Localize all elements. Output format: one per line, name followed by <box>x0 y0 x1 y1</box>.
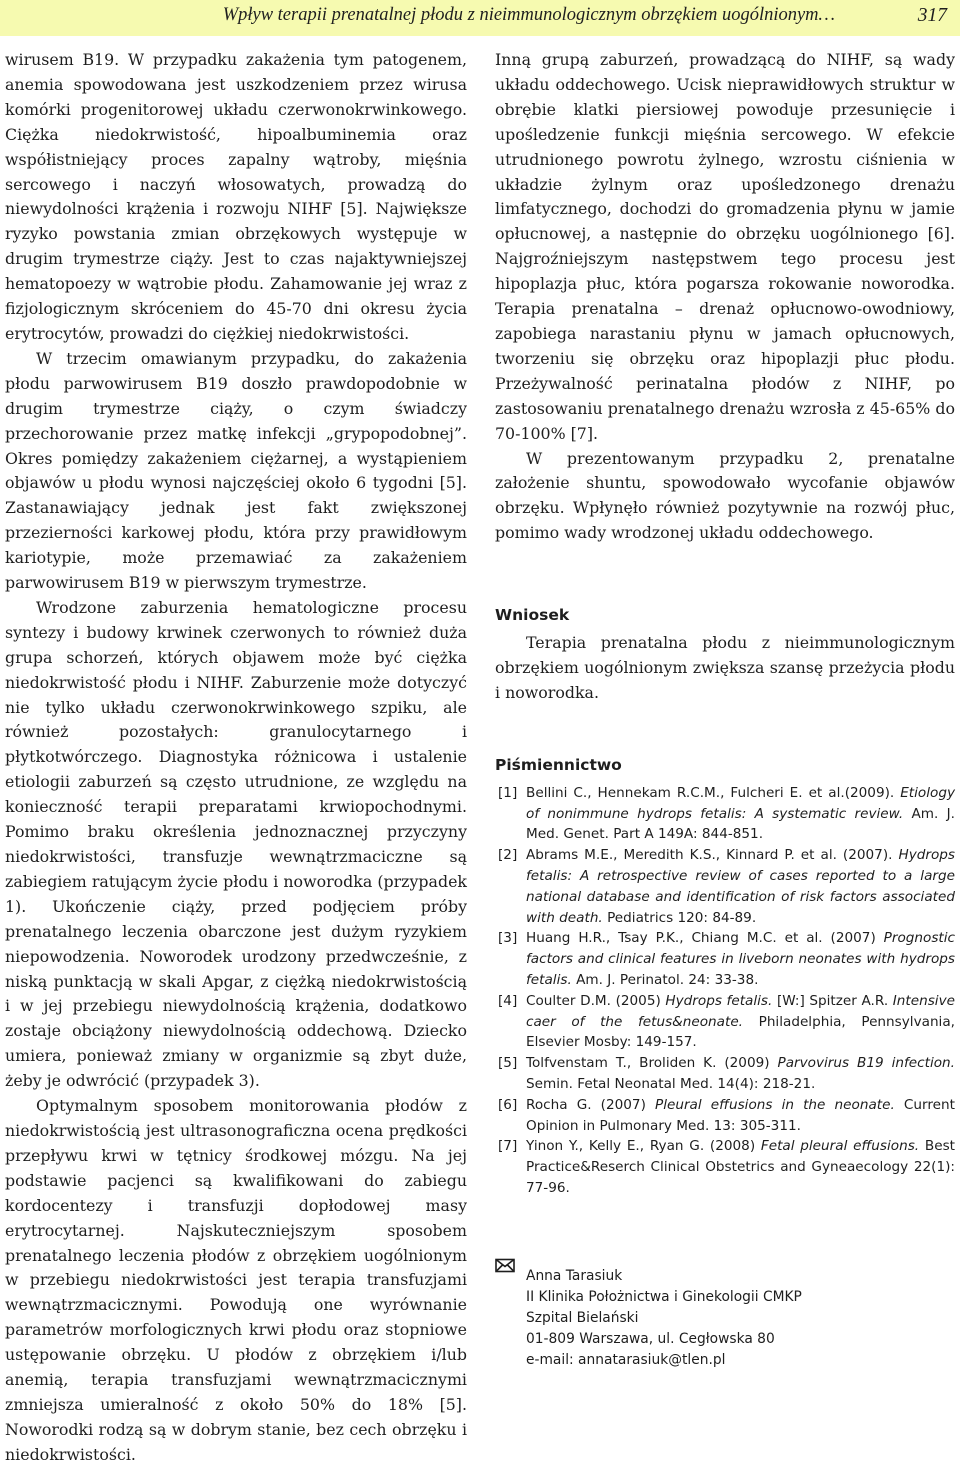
reference-item <box>495 1095 955 1137</box>
reference-text: Huang H.R., Tsay P.K., Chiang M.C. et al. (2007) <box>526 930 884 947</box>
right-column <box>495 48 955 1371</box>
body-paragraph: Optymalnym sposobem monitorowania płodów z niedokrwistością jest ultrasonograficzna ocena prędkości przepływu krwi w tętnicy środkowej mózgu. Na jej podstawie pacjenci są kwalifikowani do zabiegu kordocentezy i transfuzji dopłodowej masy erytrocytarnej. Najskuteczniejszym sposobem prenatalnego leczenia płodów z obrzękiem uogólnionym w przebiegu niedokrwistości jest terapia transfuzjami wewnątrzmacicznymi. Powodują one wyrównanie parametrów morfologicznych krwi płodu oraz stopniowe ustępowanie obrzęku. U płodów z obrzękiem i/lub anemią, terapia transfuzjami wewnątrzmacicznymi zmniejsza umieralność z około 50% do 18% [5]. Noworodki rodzą są w dobrym stanie, bez cech obrzęku i niedokrwistości. <box>5 1096 467 1464</box>
reference-number: [6] <box>498 1096 518 1113</box>
running-header <box>0 0 960 36</box>
reference-item <box>495 845 955 928</box>
conclusion-heading: Wniosek <box>495 606 570 625</box>
body-paragraph: wirusem B19. W przypadku zakażenia tym patogenem, anemia spowodowana jest uszkodzeniem przez wirusa komórki progenitorowej układu czerwonokrwinkowego. Ciężka niedokrwistość, hipoalbuminemia oraz współistniejący proces zapalny wątroby, mięśnia sercowego i naczyń włosowatych, prowadzą do niewydolności krążenia i rozwoju NIHF [5]. Największe ryzyko powstania zmian obrzękowych występuje w drugim trymestrze ciąży. Jest to czas najaktywniejszej hematopoezy w wątrobie płodu. Zahamowanie jej wraz z fizjologicznym skróceniem do 45-70 dni okresu życia erytrocytów, prowadzi do ciężkiej niedokrwistości. <box>5 50 467 343</box>
author-hospital: Szpital Bielański <box>526 1309 639 1326</box>
reference-text: [W:] Spitzer A.R. <box>772 992 893 1009</box>
author-email[interactable]: e-mail: annatarasiuk@tlen.pl <box>526 1351 726 1368</box>
conclusion-text: Terapia prenatalna płodu z nieimmunologicznym obrzękiem uogólnionym zwiększa szansę przeżycia płodu i noworodka. <box>495 633 955 702</box>
reference-source: Philadelphia, Pennsylvania, Elsevier Mosby: 149-157. <box>526 1013 955 1051</box>
reference-source: Semin. Fetal Neonatal Med. 14(4): 218-21. <box>526 1076 816 1092</box>
reference-title: Pleural effusions in the neonate. <box>655 1096 895 1113</box>
reference-text: Yinon Y., Kelly E., Ryan G. (2008) <box>526 1138 761 1155</box>
reference-title: Parvovirus B19 infection. <box>777 1055 955 1072</box>
reference-number: [2] <box>498 847 518 864</box>
references-heading: Piśmiennictwo <box>495 755 622 774</box>
reference-item <box>495 1053 955 1095</box>
left-column <box>5 48 467 1468</box>
page-number: 317 <box>917 5 947 26</box>
reference-number: [3] <box>498 930 518 947</box>
reference-text: Coulter D.M. (2005) <box>526 992 666 1009</box>
reference-source: Am. J. Med. Genet. Part A 149A: 844-851. <box>526 805 955 843</box>
body-paragraph: W prezentowanym przypadku 2, prenatalne założenie shuntu, spowodowało wycofanie objawów obrzęku. Wpłynęło również pozytywnie na rozwój płuc, pomimo wady wrodzonej układu oddechowego. <box>495 448 955 543</box>
reference-text: Abrams M.E., Meredith K.S., Kinnard P. et al. (2007). <box>526 847 899 864</box>
reference-item <box>495 783 955 845</box>
reference-book-title: Intensive caer of the fetus&neonate. <box>526 992 955 1030</box>
reference-text: Tolfvenstam T., Broliden K. (2009) <box>526 1055 778 1072</box>
reference-title: Hydrops fetalis. <box>665 992 773 1009</box>
reference-text: Bellini C., Hennekam R.C.M., Fulcheri E. et al.(2009). <box>526 784 901 801</box>
reference-number: [4] <box>498 992 518 1009</box>
reference-source: Best Practice&Reserch Clinical Obstetrics and Gyneaecology 22(1): 77-96. <box>526 1138 955 1196</box>
reference-item <box>495 1136 955 1198</box>
reference-number: [5] <box>498 1055 518 1072</box>
reference-source: Current Opinion in Pulmonary Med. 13: 305-311. <box>526 1096 955 1134</box>
author-name: Anna Tarasiuk <box>526 1267 623 1284</box>
reference-text: Rocha G. (2007) <box>526 1096 656 1113</box>
body-paragraph: Wrodzone zaburzenia hematologiczne procesu syntezy i budowy krwinek czerwonych to również duża grupa schorzeń, których objawem może być ciężka niedokrwistość płodu i NIHF. Zaburzenie może dotyczyć nie tylko układu czerwonokrwinkowego szpiku, ale również pozostałych: granulocytarnego i płytkotwórczego. Diagnostyka różnicowa i ustalenie etiologii zaburzeń są często utrudnione, ze względu na konieczność terapii preparatami krwiopochodnymi. Pomimo braku określenia jednoznacznej przyczyny niedokrwistości, transfuzje wewnątrzmaciczne są zabiegiem ratującym życie płodu i noworodka (przypadek 1). Ukończenie ciąży, przed podjęciem próby prenatalnego leczenia obarczone jest dużym ryzykiem niepowodzenia. Noworodek urodzony przedwcześnie, z niską punktacją w skali Apgar, z ciężką niedokrwistością i w jej przebiegu niewydolnością krążenia, dodatkowo zostaje obciążony niewydolnością oddechową. Dziecko umiera, ponieważ zmiany w organizmie są zbyt duże, żeby je odwrócić (przypadek 3). <box>5 597 467 1091</box>
reference-source: Pediatrics 120: 84-89. <box>602 909 757 926</box>
reference-number: [1] <box>498 784 518 801</box>
author-address: 01-809 Warszawa, ul. Cegłowska 80 <box>526 1330 775 1347</box>
reference-source: Am. J. Perinatol. 24: 33-38. <box>571 972 759 989</box>
reference-number: [7] <box>498 1138 518 1155</box>
reference-title: Etiology of nonimmune hydrops fetalis: A systematic review. <box>526 784 955 822</box>
reference-item <box>495 928 955 990</box>
references-list <box>495 783 955 1199</box>
body-paragraph: Inną grupą zaburzeń, prowadzącą do NIHF, są wady układu oddechowego. Ucisk nieprawidłowych struktur w obrębie klatki piersiowej powoduje przesunięcie i upośledzenie funkcji mięśnia sercowego. W efekcie utrudnionego powrotu żylnego, wzrostu ciśnienia w układzie żylnym oraz upośledzonego drenażu limfatycznego, dochodzi do gromadzenia płynu w jamie opłucnowej, a następnie do obrzęku uogólnionego [6]. Najgroźniejszym następstwem tego procesu jest hipoplazja płuc, która pogarsza rokowanie noworodka. Terapia prenatalna – drenaż opłucnowo-owodniowy, zapobiega narastaniu płynu w jamach opłucnowych, tworzeniu się obrzęku oraz hipoplazji płuc płodu. Przeżywalność perinatalna płodów z NIHF, po zastosowaniu prenatalnego drenażu wzrosła z 45-65% do 70-100% [7]. <box>495 50 955 443</box>
reference-title: Hydrops fetalis: A retrospective review of cases reported to a large national database and identification of risk factors associated with death. <box>526 847 955 926</box>
envelope-icon <box>495 1258 515 1273</box>
running-header-title: Wpływ terapii prenatalnej płodu z nieimmunologicznym obrzękiem uogólnionym… <box>222 5 835 25</box>
reference-title: Prognostic factors and clinical features in liveborn neonates with hydrops fetalis. <box>526 930 955 989</box>
author-contact <box>495 1266 955 1371</box>
reference-title: Fetal pleural effusions. <box>760 1138 920 1155</box>
reference-item <box>495 991 955 1053</box>
author-department: II Klinika Położnictwa i Ginekologii CMKP <box>526 1288 802 1305</box>
body-paragraph: W trzecim omawianym przypadku, do zakażenia płodu parwowirusem B19 doszło prawdopodobnie w drugim trymestrze ciąży, o czym świadczy przechorowanie przez matkę infekcji „grypopodobnej”. Okres pomiędzy zakażeniem ciężarnej, a wystąpieniem objawów u płodu wynosi najczęściej około 6 tygodni [5]. Zastanawiający jednak jest fakt zwiększonej przezierności karkowej płodu, która przy prawidłowym kariotypie, może przemawiać za zakażeniem parwowirusem B19 w pierwszym trymestrze. <box>5 348 467 593</box>
